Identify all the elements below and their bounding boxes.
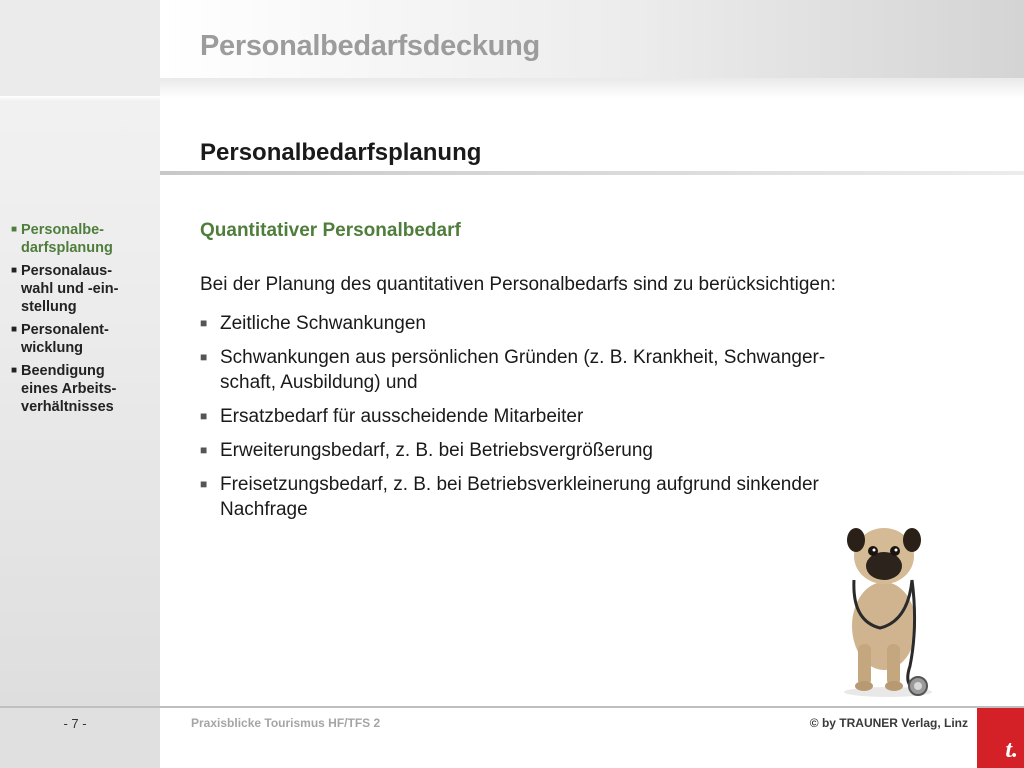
sidebar-top-panel [0, 0, 160, 96]
trauner-logo [977, 708, 1024, 768]
sidebar-item-label: Personalbe- darfsplanung [21, 222, 113, 256]
pug-stethoscope-image [832, 516, 944, 698]
content-subheading: Quantitativer Personalbedarf [200, 220, 461, 241]
list-item [200, 311, 970, 336]
square-bullet-icon: ■ [200, 443, 208, 457]
list-item-text: Erweiterungsbedarf, z. B. bei Betriebsvergrößerung [220, 440, 653, 461]
list-item-text: Schwankungen aus persönlichen Gründen (z. B. Krankheit, Schwanger- schaft, Ausbildung) und [220, 347, 826, 393]
header-shadow [160, 78, 1024, 98]
page-title: Personalbedarfsdeckung [200, 30, 540, 62]
square-bullet-icon: ■ [200, 316, 208, 330]
sidebar-item-beendigung[interactable] [11, 362, 156, 416]
footer-series-title: Praxisblicke Tourismus HF/TFS 2 [191, 716, 381, 730]
list-item [200, 472, 970, 522]
sidebar-item-label: Personalent- wicklung [21, 322, 109, 356]
footer-copyright: © by TRAUNER Verlag, Linz [809, 716, 968, 730]
sidebar-nav [11, 221, 156, 421]
sidebar-item-personalbedarfsplanung[interactable] [11, 221, 156, 257]
page-number: - 7 - [63, 716, 87, 731]
section-divider [160, 171, 1024, 175]
square-bullet-icon: ■ [11, 265, 18, 276]
square-bullet-icon: ■ [200, 409, 208, 423]
sidebar-item-label: Personalaus- wahl und -ein- stellung [21, 263, 119, 315]
content-intro: Bei der Planung des quantitativen Personalbedarfs sind zu berücksichtigen: [200, 274, 836, 295]
square-bullet-icon: ■ [11, 324, 18, 335]
bullet-list [200, 311, 970, 531]
sidebar-edge [0, 96, 160, 102]
sidebar-item-label: Beendigung eines Arbeits- verhältnisses [21, 363, 117, 415]
square-bullet-icon: ■ [11, 224, 18, 235]
sidebar-item-personalentwicklung[interactable] [11, 321, 156, 357]
sidebar-item-personalauswahl[interactable] [11, 262, 156, 316]
list-item [200, 404, 970, 429]
section-title: Personalbedarfsplanung [200, 139, 482, 166]
list-item-text: Freisetzungsbedarf, z. B. bei Betriebsverkleinerung aufgrund sinkender Nachfrage [220, 474, 819, 520]
list-item [200, 438, 970, 463]
square-bullet-icon: ■ [200, 477, 208, 491]
list-item [200, 345, 970, 395]
list-item-text: Ersatzbedarf für ausscheidende Mitarbeiter [220, 406, 584, 427]
list-item-text: Zeitliche Schwankungen [220, 313, 426, 334]
square-bullet-icon: ■ [11, 365, 18, 376]
logo-text: t. [1005, 737, 1018, 763]
square-bullet-icon: ■ [200, 350, 208, 364]
